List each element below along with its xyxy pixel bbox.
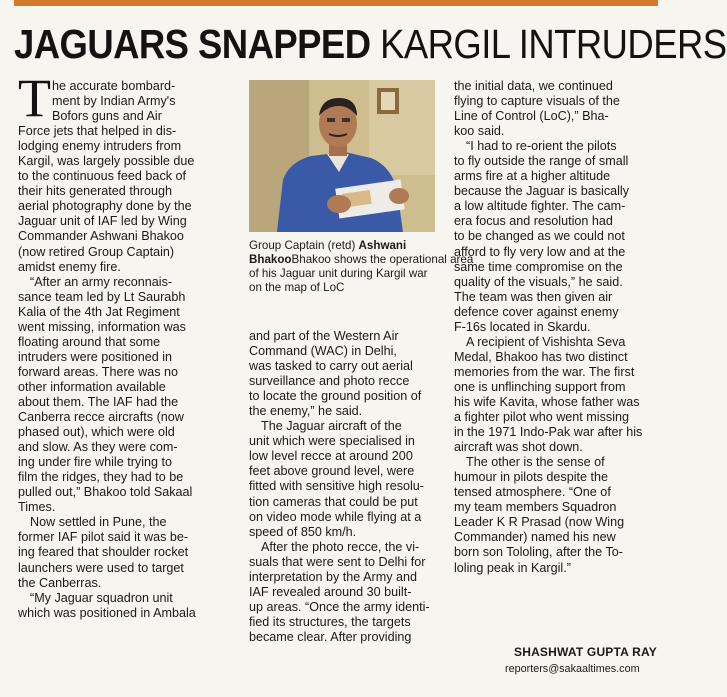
- headline: [14, 20, 727, 68]
- col3-line: defence cover against enemy: [454, 304, 619, 319]
- col3-line: A recipient of Vishishta Seva: [466, 334, 626, 349]
- col1-line: ing feared that shoulder rocket: [18, 545, 189, 560]
- col3-line: era focus and resolution had: [454, 214, 613, 229]
- col2-line: suals that were sent to Delhi for: [249, 554, 426, 569]
- col3-line: born son Tololing, after the To-: [454, 545, 623, 560]
- news-photo: [249, 80, 435, 232]
- headline-bold: JAGUARS SNAPPED: [14, 21, 371, 67]
- col2-line: and part of the Western Air: [249, 329, 399, 343]
- col1-line: and slow. As they were com-: [18, 440, 178, 455]
- caption-line: on the map of LoC: [249, 280, 345, 294]
- col2-line: to locate the ground position of: [249, 389, 422, 404]
- col3-line: to be changed as we could not: [454, 229, 625, 244]
- photo-illustration: [249, 80, 435, 232]
- col2-line: The Jaguar aircraft of the: [261, 419, 402, 434]
- col2-line: the enemy,” he said.: [249, 404, 363, 419]
- col3-line: one is unflinching support from: [454, 379, 626, 394]
- drop-cap: T: [18, 68, 51, 128]
- col1-line: he accurate bombard-: [52, 79, 176, 93]
- col3-line: the initial data, we continued: [454, 79, 613, 93]
- col3-line: Medal, Bhakoo has two distinct: [454, 349, 628, 364]
- col3-line: loling peak in Kargil.”: [454, 560, 571, 575]
- col2-line: feet above ground level, were: [249, 464, 415, 479]
- col1-line: “My Jaguar squadron unit: [30, 590, 173, 605]
- col3-line: “I had to re-orient the pilots: [466, 139, 617, 154]
- caption-name-first: Ashwani: [358, 239, 407, 252]
- col2-line: fitted with sensitive high resolu-: [249, 479, 424, 494]
- col3-line: to fly outside the range of small: [454, 154, 629, 169]
- article-column-3: [454, 79, 659, 576]
- col3-line: memories from the war. The first: [454, 364, 635, 379]
- col3-line: his wife Kavita, whose father was: [454, 394, 640, 409]
- col1-line: film the ridges, they had to be: [18, 470, 184, 485]
- col3-line: quality of the visuals,” he said.: [454, 274, 623, 289]
- col2-line: IAF revealed around 30 built-: [249, 584, 412, 599]
- col1-line: Bofors guns and Air: [52, 109, 162, 124]
- col1-line: ment by Indian Army's: [52, 94, 176, 109]
- col3-line: koo said.: [454, 124, 505, 139]
- col3-line: The team was then given air: [454, 289, 613, 304]
- col2-line: up areas. “Once the army identi-: [249, 599, 430, 614]
- col2-line: speed of 850 km/h.: [249, 524, 357, 539]
- col1-line: about them. The IAF had the: [18, 394, 179, 409]
- col2-line: surveillance and photo recce: [249, 374, 410, 389]
- col3-line: The other is the sense of: [466, 455, 605, 470]
- col1-line: aerial photography done by the: [18, 199, 192, 214]
- col1-line: the Canberras.: [18, 575, 102, 590]
- col3-line: Leader K R Prasad (now Wing: [454, 515, 625, 530]
- col2-line: low level recce at around 200: [249, 449, 413, 464]
- caption-name-last: Bhakoo: [249, 252, 292, 266]
- col2-line: was tasked to carry out aerial: [249, 359, 413, 374]
- article-column-1: [18, 79, 233, 621]
- col1-line: floating around that some: [18, 334, 161, 349]
- col2-line: on video mode while flying at a: [249, 509, 422, 524]
- col3-line: a low altitude fighter. The cam-: [454, 199, 626, 214]
- caption-text: Bhakoo shows the operational area: [291, 252, 474, 266]
- col1-line: Kalia of the 4th Jat Regiment: [18, 304, 180, 319]
- col2-line: tion cameras that could be put: [249, 494, 418, 509]
- col2-line: Command (WAC) in Delhi,: [249, 344, 397, 359]
- col1-line: lodging enemy intruders from: [18, 139, 182, 154]
- caption-line: of his Jaguar unit during Kargil war: [249, 266, 428, 280]
- col1-line: ing under fire while trying to: [18, 455, 173, 470]
- col1-line: “After an army reconnais-: [30, 274, 173, 289]
- col1-line: sance team led by Lt Saurabh: [18, 289, 186, 304]
- col1-line: (now retired Group Captain): [18, 244, 175, 259]
- top-accent-bar: [14, 0, 658, 6]
- col1-line: forward areas. There was no: [18, 364, 179, 379]
- caption-line: [249, 252, 474, 267]
- col3-line: aircraft was shot down.: [454, 440, 583, 455]
- col1-line: intruders were positioned in: [18, 349, 173, 364]
- col2-line: became clear. After providing: [249, 629, 412, 644]
- col1-line: Force jets that helped in dis-: [18, 124, 177, 139]
- col1-line: Times.: [18, 500, 56, 515]
- col2-line: After the photo recce, the vi-: [261, 539, 420, 554]
- col3-line: F-16s located in Skardu.: [454, 319, 591, 334]
- col2-line: unit which were specialised in: [249, 434, 415, 449]
- col1-line: Jaguar unit of IAF led by Wing: [18, 214, 187, 229]
- col1-line: launchers were used to target: [18, 560, 184, 575]
- col2-line: interpretation by the Army and: [249, 569, 418, 584]
- col1-line: Now settled in Pune, the: [30, 515, 167, 530]
- col3-line: a fighter pilot who went missing: [454, 410, 629, 425]
- col3-line: humour in pilots despite the: [454, 470, 609, 485]
- caption-line: [249, 239, 449, 253]
- col1-line: Commander Ashwani Bhakoo: [18, 229, 184, 244]
- col3-line: flying to capture visuals of the: [454, 94, 620, 109]
- col3-line: my team members Squadron: [454, 500, 617, 515]
- col1-line: amidst enemy fire.: [18, 259, 121, 274]
- col1-line: their hits generated through: [18, 184, 173, 199]
- col1-line: Canberra recce aircrafts (now: [18, 410, 184, 425]
- col1-line: to the continuous feed back of: [18, 169, 187, 184]
- col3-line: Commander) named his new: [454, 530, 616, 545]
- col3-line: same time compromise on the: [454, 259, 623, 274]
- headline-light: KARGIL INTRUDERS: [380, 21, 727, 67]
- col3-line: in the 1971 Indo-Pak war after his: [454, 425, 643, 440]
- col3-line: arms fire at a higher altitude: [454, 169, 611, 184]
- col1-line: went missing, information was: [18, 319, 186, 334]
- col3-line: Line of Control (LoC),” Bha-: [454, 109, 609, 124]
- col1-line: Kargil, was largely possible due: [18, 154, 195, 169]
- article-column-2: [249, 329, 447, 645]
- col2-line: fied its structures, the targets: [249, 614, 411, 629]
- byline-author: SHASHWAT GUPTA RAY: [514, 645, 657, 659]
- col3-line: because the Jaguar is basically: [454, 184, 630, 199]
- caption-lead: Group Captain (retd): [249, 239, 359, 252]
- col3-line: tensed atmosphere. “One of: [454, 485, 611, 500]
- photo-caption: [249, 239, 474, 295]
- byline-email: reporters@sakaaltimes.com: [505, 663, 640, 675]
- col3-line: afford to fly very low and at the: [454, 244, 626, 259]
- col1-line: other information available: [18, 379, 166, 394]
- col1-line: phased out), which were old: [18, 425, 175, 440]
- col1-line: which was positioned in Ambala: [18, 605, 196, 620]
- col1-line: former IAF pilot said it was be-: [18, 530, 189, 545]
- col1-line: pulled out,” Bhakoo told Sakaal: [18, 485, 193, 500]
